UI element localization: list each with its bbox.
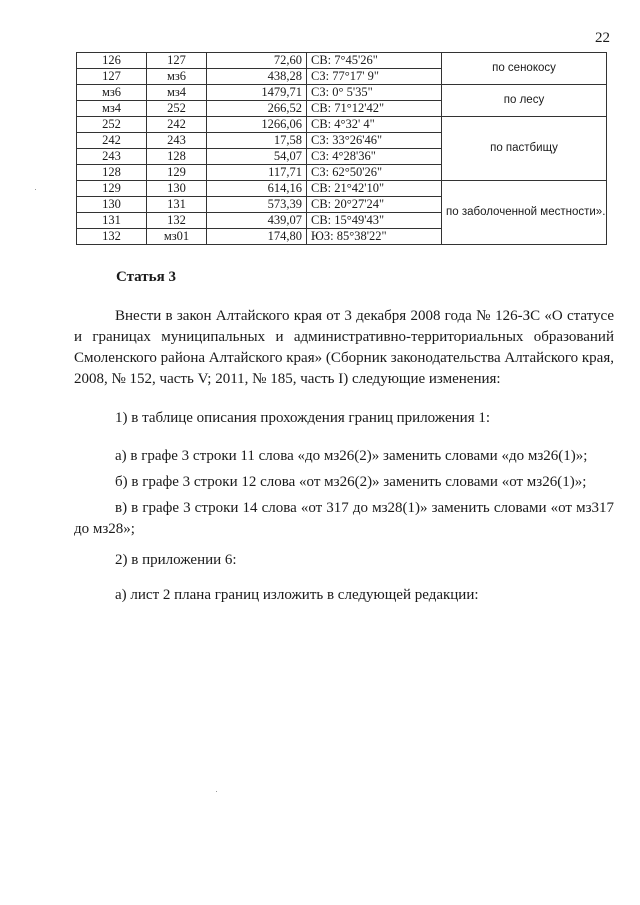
bearing: СЗ: 33°26'46" bbox=[307, 133, 442, 149]
bearing: СЗ: 4°28'36" bbox=[307, 149, 442, 165]
length: 1479,71 bbox=[207, 85, 307, 101]
segment-description: по лесу bbox=[442, 85, 607, 117]
article-intro: Внести в закон Алтайского края от 3 декабря 2008 года № 126-ЗС «О статусе и границах муниципальных и административно-территориальных образований Смоленского района Алтайского края» (Сборник законодательства Алтайского края, 2008, № 152, часть V; 2011, № 185, часть I) следующие изменения: bbox=[74, 308, 614, 387]
point-to: мз6 bbox=[147, 69, 207, 85]
amendment-item-1b: б) в графе 3 строки 12 слова «от мз26(2)» заменить словами «от мз26(1)»; bbox=[115, 474, 587, 490]
bearing: СВ: 7°45'26" bbox=[307, 53, 442, 69]
bearing: СВ: 71°12'42" bbox=[307, 101, 442, 117]
amendment-item-1: 1) в таблице описания прохождения границ приложения 1: bbox=[115, 410, 491, 426]
length: 1266,06 bbox=[207, 117, 307, 133]
length: 117,71 bbox=[207, 165, 307, 181]
point-from: 130 bbox=[77, 197, 147, 213]
point-to: мз01 bbox=[147, 229, 207, 245]
point-from: мз4 bbox=[77, 101, 147, 117]
length: 72,60 bbox=[207, 53, 307, 69]
page-number: 22 bbox=[595, 30, 610, 46]
table-row bbox=[77, 53, 607, 69]
table-row bbox=[77, 181, 607, 197]
bearing: СЗ: 62°50'26" bbox=[307, 165, 442, 181]
point-from: 129 bbox=[77, 181, 147, 197]
point-from: 252 bbox=[77, 117, 147, 133]
segment-description: по сенокосу bbox=[442, 53, 607, 85]
bearing: СЗ: 77°17' 9" bbox=[307, 69, 442, 85]
point-to: 128 bbox=[147, 149, 207, 165]
point-from: 243 bbox=[77, 149, 147, 165]
point-to: 242 bbox=[147, 117, 207, 133]
amendment-item-1a: а) в графе 3 строки 11 слова «до мз26(2)» заменить словами «до мз26(1)»; bbox=[115, 448, 588, 464]
segment-description: по пастбищу bbox=[442, 117, 607, 181]
point-from: 132 bbox=[77, 229, 147, 245]
point-from: мз6 bbox=[77, 85, 147, 101]
boundary-table bbox=[76, 52, 607, 245]
length: 438,28 bbox=[207, 69, 307, 85]
point-to: 132 bbox=[147, 213, 207, 229]
bearing: СЗ: 0° 5'35" bbox=[307, 85, 442, 101]
point-to: мз4 bbox=[147, 85, 207, 101]
bearing: ЮЗ: 85°38'22" bbox=[307, 229, 442, 245]
point-from: 128 bbox=[77, 165, 147, 181]
article-title: Статья 3 bbox=[116, 269, 176, 285]
point-from: 126 bbox=[77, 53, 147, 69]
bearing: СВ: 15°49'43" bbox=[307, 213, 442, 229]
amendment-item-2: 2) в приложении 6: bbox=[115, 552, 237, 568]
length: 174,80 bbox=[207, 229, 307, 245]
scan-speck bbox=[216, 791, 217, 792]
point-to: 129 bbox=[147, 165, 207, 181]
point-to: 252 bbox=[147, 101, 207, 117]
length: 54,07 bbox=[207, 149, 307, 165]
scan-speck bbox=[35, 189, 36, 190]
bearing: СВ: 21°42'10" bbox=[307, 181, 442, 197]
point-from: 127 bbox=[77, 69, 147, 85]
length: 439,07 bbox=[207, 213, 307, 229]
point-to: 130 bbox=[147, 181, 207, 197]
bearing: СВ: 4°32' 4" bbox=[307, 117, 442, 133]
table-row bbox=[77, 85, 607, 101]
point-to: 127 bbox=[147, 53, 207, 69]
length: 573,39 bbox=[207, 197, 307, 213]
point-from: 242 bbox=[77, 133, 147, 149]
bearing: СВ: 20°27'24" bbox=[307, 197, 442, 213]
point-to: 131 bbox=[147, 197, 207, 213]
point-to: 243 bbox=[147, 133, 207, 149]
segment-description: по заболоченной местности». bbox=[442, 181, 607, 245]
table-row bbox=[77, 117, 607, 133]
amendment-item-2a: а) лист 2 плана границ изложить в следующей редакции: bbox=[115, 587, 479, 603]
length: 614,16 bbox=[207, 181, 307, 197]
length: 266,52 bbox=[207, 101, 307, 117]
point-from: 131 bbox=[77, 213, 147, 229]
amendment-item-1c: в) в графе 3 строки 14 слова «от 317 до мз28(1)» заменить словами «от мз317 до мз28»; bbox=[74, 500, 614, 537]
length: 17,58 bbox=[207, 133, 307, 149]
